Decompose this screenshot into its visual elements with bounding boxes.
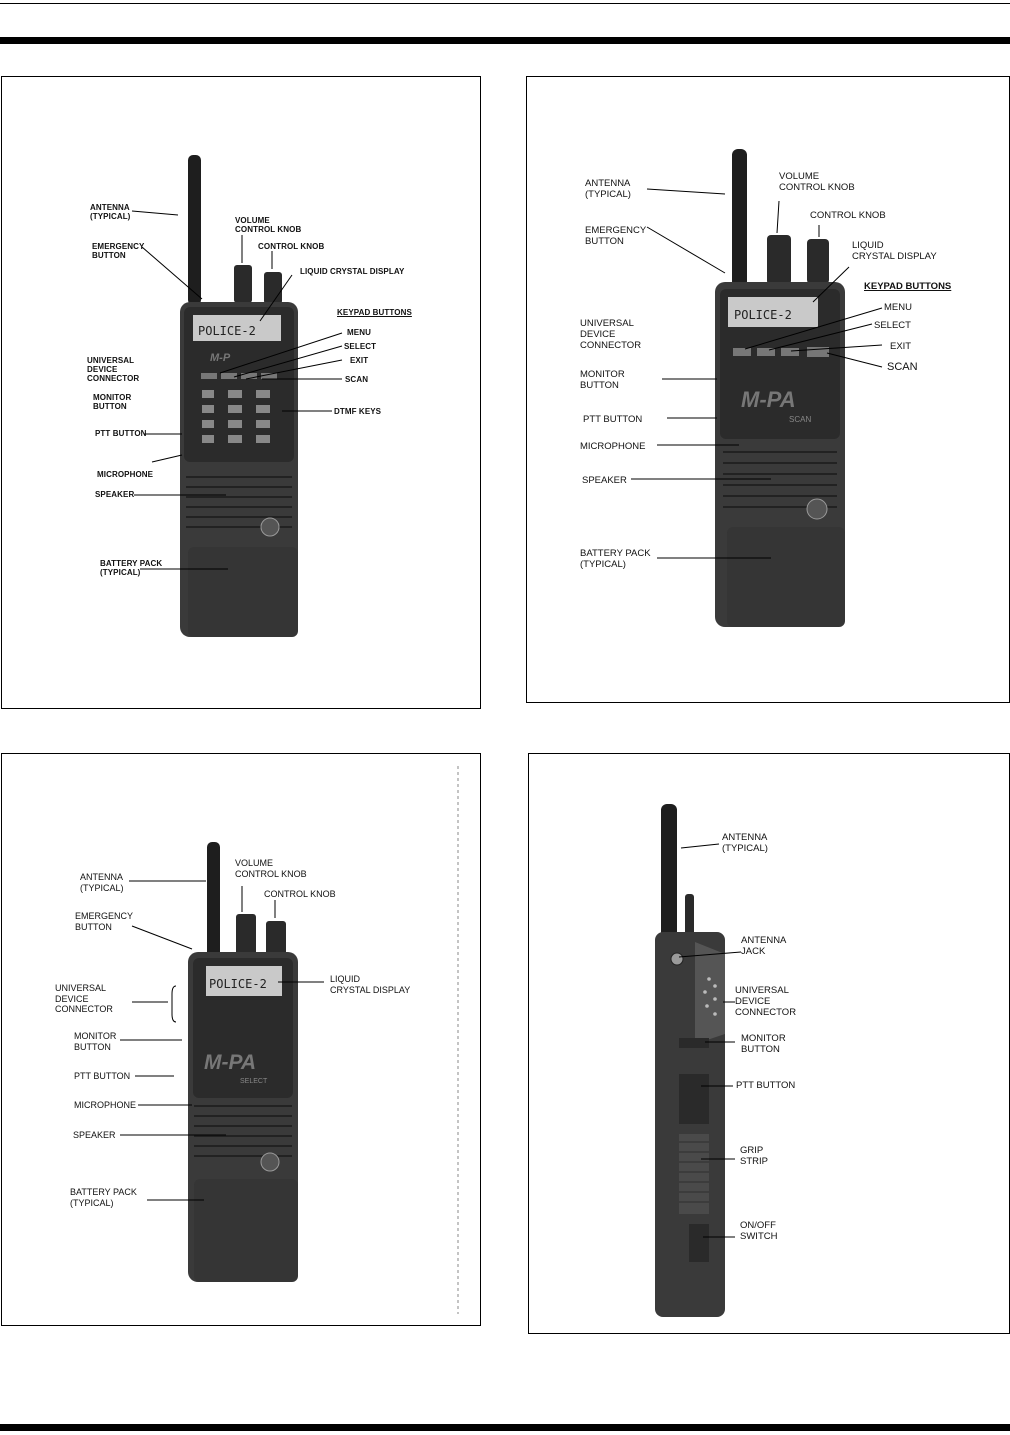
label-control-knob: CONTROL KNOB (258, 242, 325, 251)
antenna-shape (732, 149, 747, 289)
lcd-text: POLICE-2 (734, 308, 792, 322)
label-antenna-jack: ANTENNA JACK (741, 935, 787, 957)
label-universal-device-connector: UNIVERSAL DEVICE CONNECTOR (735, 985, 797, 1018)
label-monitor-button: MONITOR BUTTON (741, 1033, 786, 1055)
label-control-knob: CONTROL KNOB (810, 210, 886, 221)
lcd-text: POLICE-2 (209, 977, 267, 991)
logo-badge (807, 499, 827, 519)
header-rule-thin (0, 3, 1010, 4)
battery-shape (188, 547, 298, 637)
label-grip-strip: GRIP STRIP (740, 1145, 768, 1167)
label-monitor-button: MONITOR BUTTON (93, 393, 132, 411)
label-lcd: LIQUID CRYSTAL DISPLAY (300, 267, 405, 276)
control-knob-shape (266, 921, 286, 956)
control-knob-shape (807, 239, 829, 284)
battery-shape (727, 527, 845, 627)
label-speaker: SPEAKER (582, 475, 627, 486)
brand-text: M-PA (204, 1051, 257, 1074)
logo-badge (261, 518, 279, 536)
label-volume-knob: VOLUME CONTROL KNOB (779, 171, 855, 193)
label-ptt-button: PTT BUTTON (95, 429, 147, 438)
header-rule-thick (0, 37, 1010, 44)
label-volume-knob: VOLUME CONTROL KNOB (235, 216, 302, 234)
model-text: SELECT (240, 1078, 268, 1085)
radio-illustration (2, 77, 480, 708)
model-text: SCAN (789, 415, 812, 424)
label-ptt-button: PTT BUTTON (74, 1071, 131, 1081)
label-microphone: MICROPHONE (580, 441, 646, 452)
label-lcd: LIQUID CRYSTAL DISPLAY (330, 974, 411, 995)
label-volume-knob: VOLUME CONTROL KNOB (235, 858, 307, 879)
label-universal-device-connector: UNIVERSAL DEVICE CONNECTOR (87, 356, 140, 383)
label-exit: EXIT (890, 341, 912, 352)
onoff-switch-shape (689, 1224, 709, 1262)
label-emergency-button: EMERGENCY BUTTON (585, 225, 647, 247)
label-antenna: ANTENNA (TYPICAL) (585, 178, 631, 200)
label-battery-pack: BATTERY PACK (TYPICAL) (580, 548, 651, 570)
antenna-jack-shape (671, 953, 683, 965)
label-universal-device-connector: UNIVERSAL DEVICE CONNECTOR (580, 318, 642, 351)
label-select: SELECT (344, 342, 377, 351)
label-battery-pack: BATTERY PACK (TYPICAL) (100, 559, 163, 577)
volume-knob-shape (236, 914, 256, 956)
label-dtmf-keys: DTMF KEYS (334, 407, 382, 416)
figure-panel-side-view (528, 753, 1010, 1334)
control-knob-shape (264, 272, 282, 304)
label-control-knob: CONTROL KNOB (264, 889, 336, 899)
label-emergency-button: EMERGENCY BUTTON (75, 911, 134, 932)
label-antenna: ANTENNA (TYPICAL) (80, 872, 124, 893)
battery-shape (194, 1179, 298, 1282)
label-universal-device-connector: UNIVERSAL DEVICE CONNECTOR (55, 983, 113, 1014)
brand-text: M-PA (741, 387, 796, 412)
label-emergency-button: EMERGENCY BUTTON (92, 242, 145, 260)
label-menu: MENU (347, 328, 371, 337)
antenna-shape (188, 155, 201, 305)
label-ptt-button: PTT BUTTON (583, 414, 643, 425)
label-keypad-buttons: KEYPAD BUTTONS (864, 281, 952, 292)
label-microphone: MICROPHONE (97, 470, 154, 479)
figure-panel-scan (526, 76, 1010, 703)
logo-badge (261, 1153, 279, 1171)
volume-knob-shape (234, 265, 252, 303)
label-onoff-switch: ON/OFF SWITCH (740, 1220, 778, 1242)
label-scan: SCAN (345, 375, 369, 384)
label-speaker: SPEAKER (95, 490, 135, 499)
label-lcd: LIQUID CRYSTAL DISPLAY (852, 240, 937, 262)
label-ptt-button: PTT BUTTON (736, 1080, 796, 1091)
footer-rule-thick (0, 1424, 1010, 1431)
figure-panel-select (1, 753, 481, 1326)
label-battery-pack: BATTERY PACK (TYPICAL) (70, 1187, 137, 1208)
label-monitor-button: MONITOR BUTTON (580, 369, 625, 391)
label-monitor-button: MONITOR BUTTON (74, 1031, 117, 1052)
label-antenna: ANTENNA (TYPICAL) (90, 203, 131, 221)
lcd-text: POLICE-2 (198, 324, 256, 338)
antenna-shape (207, 842, 220, 962)
label-exit: EXIT (350, 356, 369, 365)
label-menu: MENU (884, 302, 912, 313)
label-microphone: MICROPHONE (74, 1100, 137, 1110)
volume-knob-shape (767, 235, 791, 285)
figure-panel-full-keypad (1, 76, 481, 709)
udc-plate (695, 942, 725, 1044)
monitor-button-shape (679, 1038, 709, 1048)
label-antenna: ANTENNA (TYPICAL) (722, 832, 768, 854)
brand-text: M-P (210, 352, 231, 364)
label-scan: SCAN (887, 361, 918, 373)
ptt-button-shape (679, 1074, 709, 1124)
label-speaker: SPEAKER (73, 1130, 116, 1140)
label-keypad-buttons: KEYPAD BUTTONS (337, 308, 412, 317)
label-select: SELECT (874, 320, 911, 331)
